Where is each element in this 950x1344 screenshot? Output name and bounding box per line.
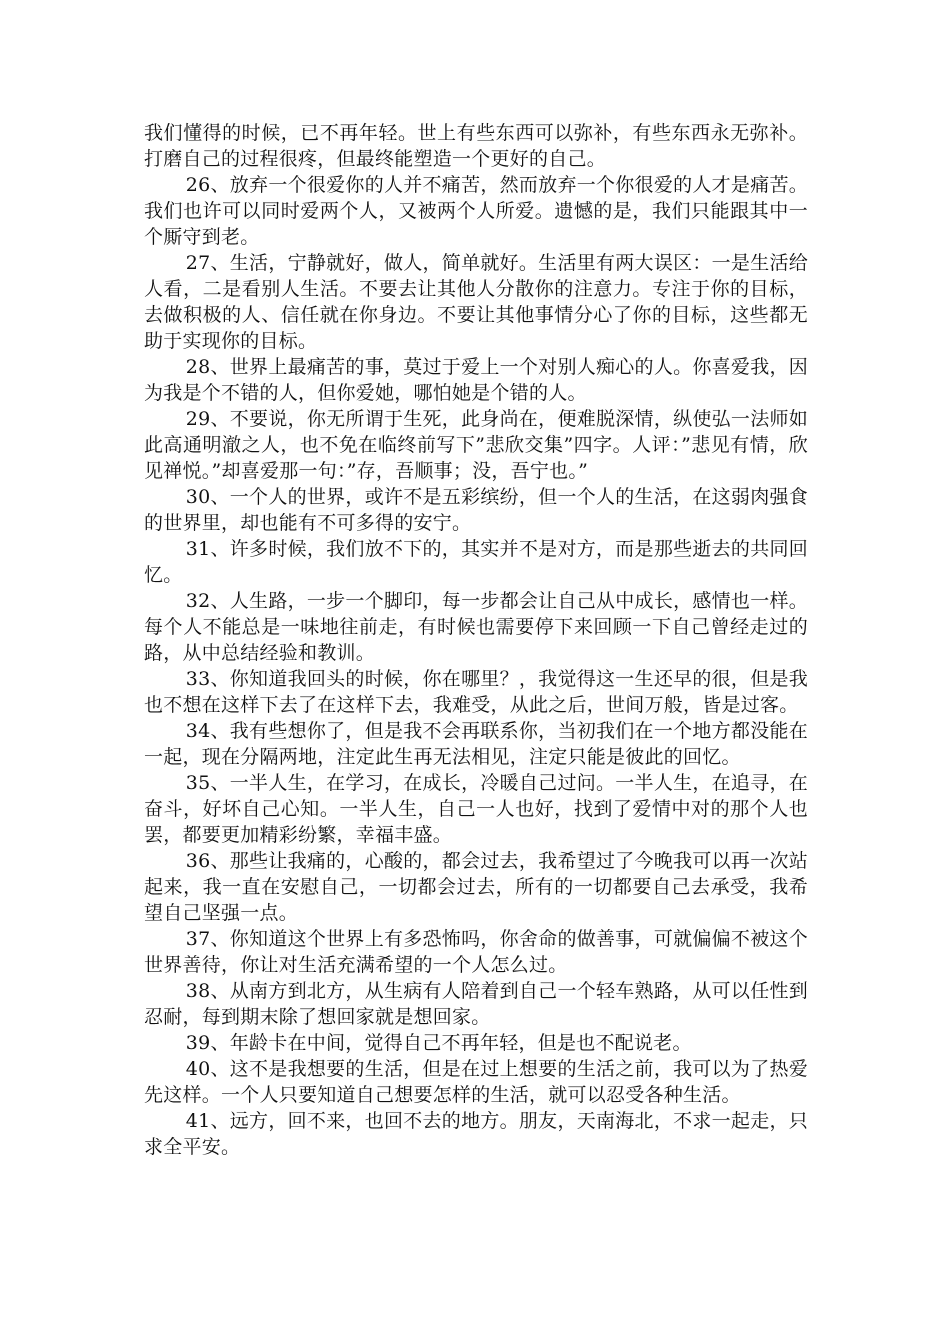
paragraph-29: 29、不要说，你无所谓于生死，此身尚在，便难脱深情，纵使弘一法师如此高通明澈之人，也不免在临终前写下”悲欣交集”四字。人评：”悲见有情，欣见禅悦。”却喜爱那一句：”存，吾顺事；没，吾宁也。”: [144, 408, 808, 482]
paragraph-35: 35、一半人生，在学习，在成长，冷暖自己过问。一半人生，在追寻，在奋斗，好坏自己心知。一半人生，自己一人也好，找到了爱情中对的那个人也罢，都要更加精彩纷繁，幸福丰盛。: [144, 772, 808, 846]
paragraph-33: 33、你知道我回头的时候，你在哪里？，我觉得这一生还早的很，但是我也不想在这样下去了在这样下去，我难受，从此之后，世间万般，皆是过客。: [144, 668, 808, 716]
paragraph-39: 39、年龄卡在中间，觉得自己不再年轻，但是也不配说老。: [185, 1032, 692, 1054]
paragraph-30: 30、一个人的世界，或许不是五彩缤纷，但一个人的生活，在这弱肉强食的世界里，却也能有不可多得的安宁。: [144, 486, 808, 534]
paragraph-40: 40、这不是我想要的生活，但是在过上想要的生活之前，我可以为了热爱先这样。一个人只要知道自己想要怎样的生活，就可以忍受各种生活。: [144, 1058, 808, 1106]
paragraph-34: 34、我有些想你了，但是我不会再联系你，当初我们在一个地方都没能在一起，现在分隔两地，注定此生再无法相见，注定只能是彼此的回忆。: [144, 720, 808, 768]
document-body: [144, 120, 808, 1160]
paragraph-27: 27、生活，宁静就好，做人，简单就好。生活里有两大误区：一是生活给人看，二是看别人生活。不要去让其他人分散你的注意力。专注于你的目标，去做积极的人、信任就在你身边。不要让其他事情分心了你的目标，这些都无助于实现你的目标。: [144, 252, 808, 352]
paragraph-41: 41、远方，回不来，也回不去的地方。朋友，天南海北，不求一起走，只求全平安。: [144, 1110, 808, 1158]
paragraph-32: 32、人生路，一步一个脚印，每一步都会让自己从中成长，感情也一样。每个人不能总是一味地往前走，有时候也需要停下来回顾一下自己曾经走过的路，从中总结经验和教训。: [144, 590, 808, 664]
paragraph-31: 31、许多时候，我们放不下的，其实并不是对方，而是那些逝去的共同回忆。: [144, 538, 808, 586]
paragraph-26: 26、放弃一个很爱你的人并不痛苦，然而放弃一个你很爱的人才是痛苦。我们也许可以同时爱两个人，又被两个人所爱。遗憾的是，我们只能跟其中一个厮守到老。: [144, 174, 808, 248]
paragraph-continuation: 我们懂得的时候，已不再年轻。世上有些东西可以弥补，有些东西永无弥补。打磨自己的过程很疼，但最终能塑造一个更好的自己。: [144, 122, 808, 170]
paragraph-37: 37、你知道这个世界上有多恐怖吗，你舍命的做善事，可就偏偏不被这个世界善待，你让对生活充满希望的一个人怎么过。: [144, 928, 808, 976]
paragraph-36: 36、那些让我痛的，心酸的，都会过去，我希望过了今晚我可以再一次站起来，我一直在安慰自己，一切都会过去，所有的一切都要自己去承受，我希望自己坚强一点。: [144, 850, 808, 924]
paragraph-28: 28、世界上最痛苦的事，莫过于爱上一个对别人痴心的人。你喜爱我，因为我是个不错的人，但你爱她，哪怕她是个错的人。: [144, 356, 808, 404]
paragraph-38: 38、从南方到北方，从生病有人陪着到自己一个轻车熟路，从可以任性到忍耐，每到期末除了想回家就是想回家。: [144, 980, 808, 1028]
